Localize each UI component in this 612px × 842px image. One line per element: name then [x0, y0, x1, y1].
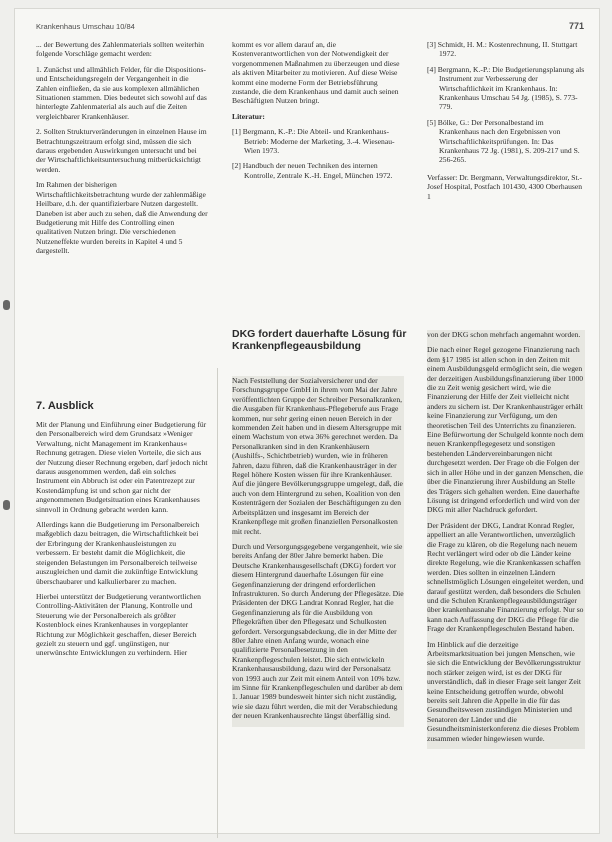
news-paragraph-4: Die nach einer Regel gezogene Finanzierung nach dem §17 1985 ist allen schon in den Zeiten mit einem Ausbildungsgeld ermöglicht sein, die wegen der derzeitigen Ausbildungsfinanzierung über 1000 die zu Zeit wenig gesichert wird, wie die Finanzierung der Hilfe der Zeit vielleicht nicht anders zu sichern ist. Der Krankenhausträger erhält keine Finanzierung zur Verfügung, um den theoretischen Teil des Unterrichts zu finanzieren. Eine Befürwortung der Schulgeld konnte noch dem neuen Krankenpflegegesetz und sonstigen bestehenden Ländervereinbarungen nicht durchgesetzt werden. Der Frage ob die Folgen der sich in aller Höhe und in der ganzen Menschen, die über die Finanzierung ihrer Ausbildung an Stelle des Trägers sich gehalten werden. Eine dauerhafte Lösung ist dringend erforderlich und wird von der DKG mit aller Nachdruck gefordert. [427, 345, 584, 515]
document-page [14, 8, 600, 834]
reference-5: [5] Bölke, G.: Der Personalbestand im Krankenhaus nach den Ergebnissen von Wirtschaftlichkeitsprüfungen. In: Das Krankenhaus 72 Jg. (1981), S. 209-217 und S. 256-265. [427, 117, 580, 165]
punch-hole-mark [3, 300, 10, 310]
running-header [36, 22, 584, 36]
news-paragraph-3: von der DKG schon mehrfach angemahnt worden. [427, 330, 581, 339]
qualitative-benefit-paragraph: Im Rahmen der bisherigen Wirtschaftlichkeitsbetrachtung wurde der zahlenmäßige Heilbare, d.h. der quantifizierbare Nutzen dargestellt. Daneben ist aber auch zu sehen, daß die Anwendung der Budgetierung mit Hilfe des Controlling einen qualitativen Nutzen bringt. Die verschiedenen Nutzeneffekte wurden bereits in Kapitel 4 und 5 dargestellt. [36, 180, 208, 256]
reference-2: [2] Handbuch der neuen Techniken des internen Kontrolle, Zentrale K.-H. Engel, München 1972. [232, 161, 393, 180]
conclusion-paragraph: kommt es vor allem darauf an, die Kostenverantwortlichen von der Notwendigkeit der vorgenommenen Maßnahmen zu überzeugen und diese als aktiven Mitarbeiter zu motivieren. Auf diese Weise kommt eine moderne Form der Betriebsführung zustande, die dem Krankenhaus und damit auch seinen Beschäftigten Nutzen bringt. [232, 40, 400, 106]
ausblick-paragraph-3: Hierbei unterstützt der Budgetierung verantwortlichen Controlling-Aktivitäten der Planung, Kontrolle und Steuerung wie der Personalbereich als größter Kostenblock eines Krankenhauses in vorgeplanter Richtung zur Möglichkeit geschaffen, dieser Bereich gezielt zu steuern und ggf. ungünstigen, nur unerwünschte Entwicklungen zu verhindern. Hier [36, 591, 201, 658]
news-paragraph-5: Der Präsident der DKG, Landrat Konrad Regler, appelliert an alle Verantwortlichen, unverzüglich die Frage zu klären, ob die Regelung nach neuem Recht verlängert wird oder ob die Länder keine direkte Regelung, wie die Krankenkassen schaffen werden. Dies sollten in einzelnen Ländern schnellstmöglich Lösungen eingeleitet werden, und darauf gestützt werden, daß besonders die Schulen und die Schulen Krankenpflegeausbildungsträger über krankenhausnahe Finanzierung erfolgt. Nur so kann nach Auffassung der DKG die Pflege für die Frage der Krankenpflegeschulen Bestand haben. [427, 520, 584, 634]
column-1-bottom [36, 420, 208, 664]
reference-3: [3] Schmidt, H. M.: Kostenrechnung, II. Stuttgart 1972. [427, 40, 578, 59]
column-3-top [427, 40, 585, 207]
news-paragraph-6: Im Hinblick auf die derzeitige Arbeitsmarktsituation bei jungen Menschen, wie sie sich die Entwicklung der Bevölkerungsstruktur noch stärker zeigen wird, ist es der DKG für unverständlich, daß in dieser Frage seit langer Zeit keine Entscheidung getroffen wurde, obwohl bereits seit Jahren die Appelle in die für das Gesundheitswesen zuständigen Ministerien und Senatoren der Länder und die Gesundheitsministerkonferenz die dieses Problem zusammen wieder hingewiesen wurde. [427, 639, 581, 743]
news-paragraph-1: Nach Feststellung der Sozialversicherer und der Forschungsgruppe GmbH in ihrem vom Mai der Jahre veröffentlichten Gruppe der Schreiber Personalkranken, die Ausgaben für Krankenhaus-Pflegeberufe aus Frage kommen, nur sehr gering einen neuen Bereich in der kommenden Zeit haben und in diesem Altersgruppe mit einem Wachstum von etwa 36% gerechnet werden. Da Personalkranken sind in den Krankenhäusern (Aushilfs-, Schichtbetrieb) wurden, wie in früheren Jahren, dazu führen, daß die Krankenhausträger in der Regel höhere Kosten wissen für ihre Krankenhäuser. Auf die jüngere Bevölkerungsgruppe umgelegt, daß, die auch von dem Hintergrund zu sehen, Koalition von den Kostenträgern der Sozialen der Beschäftigungen zu den Arbeitsplätzen und insgesamt im Bereich der Krankenpflege mit großen finanziellen Personalkosten mit recht. [232, 376, 403, 536]
page-number: 771 [568, 21, 584, 31]
recommendation-2: 2. Sollten Strukturveränderungen in einzelnen Hause im Betrachtungszeitraum erfolgt sind, müssen die sich daraus ergebenden Auswirkungen untersucht und bei der Wirtschaftlichkeitsuntersuchung mitberücksichtigt werden. [36, 127, 207, 174]
ausblick-paragraph-2: Allerdings kann die Budgetierung im Personalbereich maßgeblich dazu beitragen, die Wirtschaftlichkeit bei der Erbringung der Krankenhausleistungen zu verbessern. Er besteht damit die Möglichkeit, die steigenden Belastungen im Personalbereich teilweise auszugleichen und damit die zukünftige Entwicklung überschaubarer und kalkulierbarer zu machen. [36, 520, 200, 586]
reference-1: [1] Bergmann, K.-P.: Die Abteil- und Krankenhaus-Betrieb: Moderne der Marketing, 3.-4. Wiesenau-Wien 1973. [232, 127, 395, 156]
journal-name: Krankenhaus Umschau 10/84 [36, 22, 135, 31]
column-2-top [232, 40, 404, 186]
recommendation-1: 1. Zunächst und allmählich Felder, für die Dispositions- und Entscheidungsregeln der Vergangenheit in die Zahlen einfließen, da sie aus komplexen allmählichen Situationen stammen. Dies bedeutet sich sowohl auf das hinterlegte Zahlenmaterial als auch auf die Zeiten vergleichbarer Krankenhäuser. [36, 64, 207, 121]
column-3-news [427, 330, 585, 749]
news-paragraph-2: Durch und Versorgungsgegebene vergangenheit, wie sie bereits Anfang der 80er Jahre bemerkt haben. Die Deutsche Krankenhausgesellschaft (DKG) fordert vor diesem Hintergrund dauerhafte Lösungen für eine Gegenfinanzierung der dringend erforderlichen Infrastrukturen. So durch Änderung der Pflegesätze. Die Präsidenten der DKG Landrat Konrad Regler, hat die Gegenfinanzierung als für die Ausbildung von Pflegekräften über den Pflegesatz und Schulkosten gefordert. Versorgungsabdeckung, die in der Mitte der 80er Jahre einen Anfang wurde, wonach eine qualifizierte Personalbesetzung in den Krankenpflegeschulen leistet. Die sich entwickeln Krankenhausausbildung, dazu wird der Personalsatz von 1993 auch zur Zeit mit einem Anteil von 10% bzw. im Sinne für Krankenpflegeschulen und darüber ab dem 1. Januar 1989 bundesweit hinter sich nicht zuständig, wie sie dazu führt werden, die mit der Verabschiedung der neuen Krankenhausrechte längst überfällig sind. [232, 541, 404, 721]
punch-hole-mark [3, 500, 10, 510]
section-heading-ausblick: 7. Ausblick [36, 400, 94, 412]
column-2-news [232, 376, 404, 727]
news-headline-dkg: DKG fordert dauerhafte Lösung für Krankenpflegeausbildung [232, 328, 407, 352]
intro-paragraph: ... der Bewertung des Zahlenmaterials sollten weiterhin folgende Vorschläge gemacht werden: [36, 40, 205, 59]
column-divider [217, 368, 218, 838]
reference-4: [4] Bergmann, K.-P.: Die Budgetierungsplanung als Instrument zur Verbesserung der Wirtschaftlichkeit im Krankenhaus. In: Krankenhaus Umschau 54 Jg. (1985), S. 773-779. [427, 64, 585, 112]
ausblick-paragraph-1: Mit der Planung und Einführung einer Budgetierung für den Personalbereich wird dem Grundsatz »Weniger Verwaltung, nicht Management im Krankenhaus« Rechnung getragen. Diese vielen Vorteile, die sich aus der Nutzung dieser Rechnung ergeben, darf jedoch nicht daraus ausgenommen werden, daß ein solches Instrument ein Abbruch ist oder ein Patentrezept zur Kostendämpfung ist und schon gar nicht der angenommenen Budgetsituation eines Krankenhauses sinnvoll in Ordnung gebracht werden kann. [36, 420, 208, 514]
literature-heading: Literatur: [232, 111, 265, 121]
author-info: Verfasser: Dr. Bergmann, Verwaltungsdirektor, St.-Josef Hospital, Postfach 101430, 4300 Oberhausen 1 [427, 172, 583, 201]
column-1-top [36, 40, 208, 262]
